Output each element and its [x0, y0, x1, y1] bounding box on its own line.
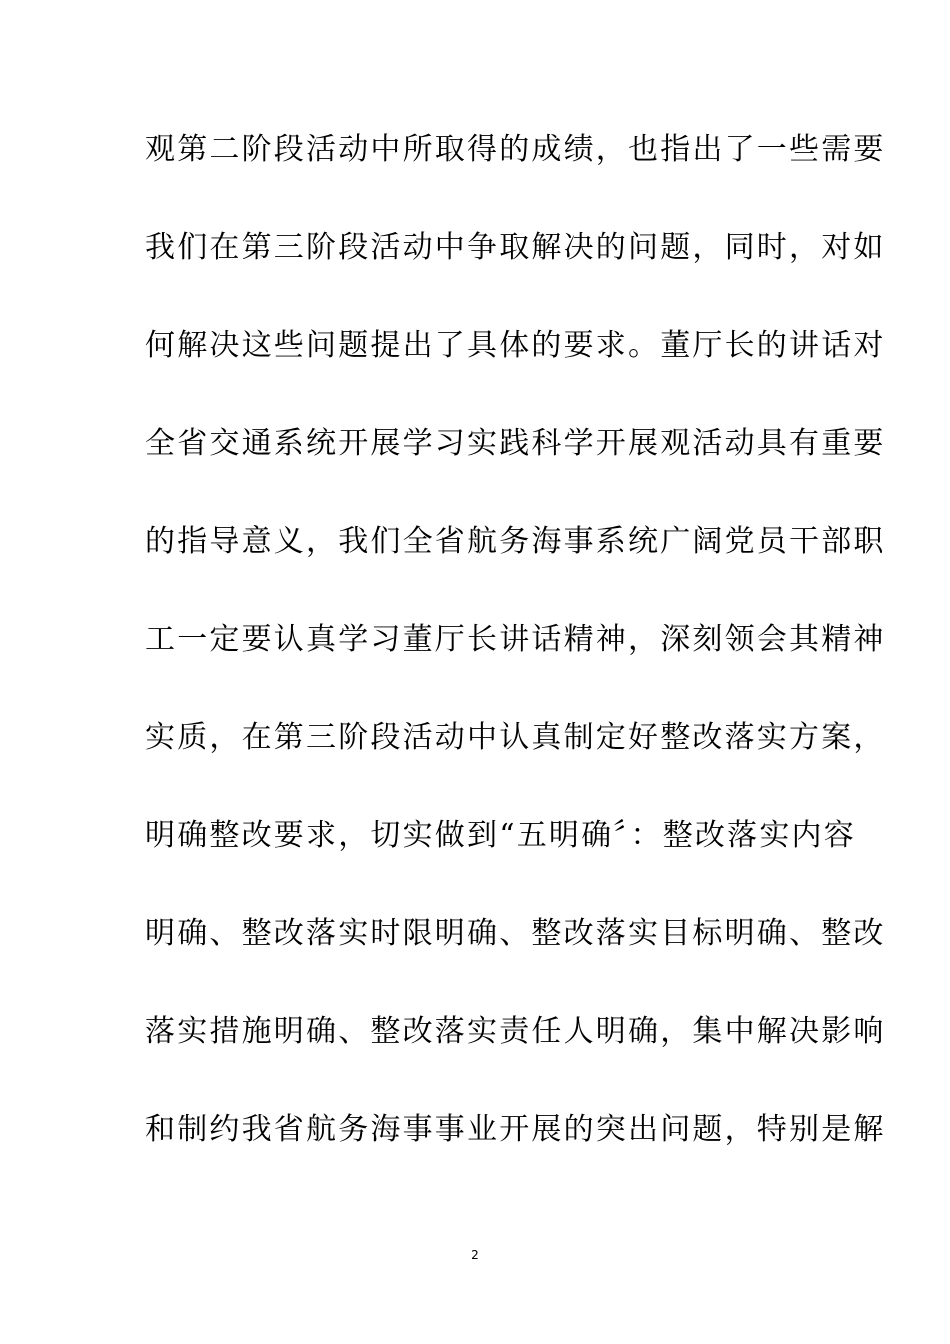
text-line: 工一定要认真学习董厅长讲话精神，深刻领会其精神 [145, 622, 886, 657]
text-line: 观第二阶段活动中所取得的成绩，也指出了一些需要 [145, 132, 886, 167]
text-line: 明确、整改落实时限明确、整改落实目标明确、整改 [145, 916, 886, 951]
text-line: 和制约我省航务海事事业开展的突出问题，特别是解 [145, 1112, 886, 1147]
text-line: 实质，在第三阶段活动中认真制定好整改落实方案， [145, 720, 886, 755]
page-number: 2 [471, 1248, 479, 1262]
text-line: 我们在第三阶段活动中争取解决的问题，同时，对如 [145, 230, 886, 265]
body-text [145, 128, 886, 1206]
text-line: 落实措施明确、整改落实责任人明确，集中解决影响 [145, 1014, 886, 1049]
text-line: 明确整改要求，切实做到“五明确〞：整改落实内容 [145, 818, 856, 853]
text-line: 的指导意义，我们全省航务海事系统广阔党员干部职 [145, 524, 886, 559]
text-line: 全省交通系统开展学习实践科学开展观活动具有重要 [145, 426, 886, 461]
text-line: 何解决这些问题提出了具体的要求。董厅长的讲话对 [145, 328, 886, 363]
